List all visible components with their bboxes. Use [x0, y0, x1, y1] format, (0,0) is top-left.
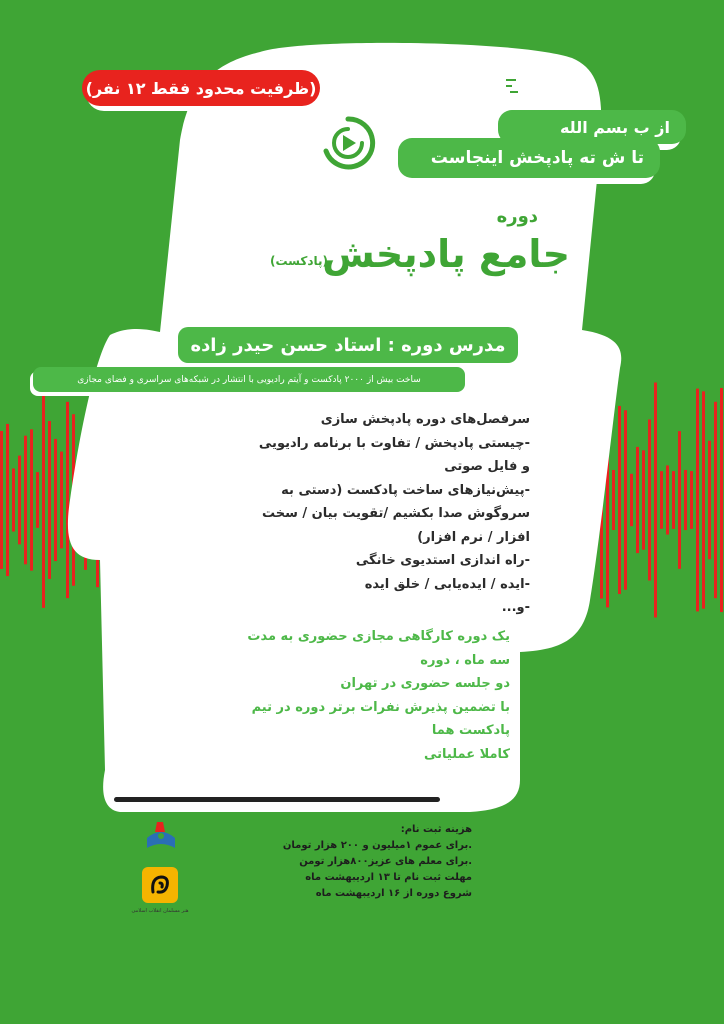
syllabus-item: -راه اندازی استدیوی خانگی: [355, 553, 530, 568]
course-title: جامع پادپخش: [322, 232, 570, 276]
syllabus-item: -ایده / ایده‌یابی / خلق ایده: [364, 576, 530, 592]
syllabus-item: -پیش‌نیازهای ساخت پادکست (دستی به: [281, 482, 530, 498]
fees-item: .برای معلم های عزیز۸۰۰هزار تومن: [299, 856, 472, 867]
logo-caption: هنر مسلمان انقلاب اسلامی: [131, 908, 189, 914]
feature-item: با تضمین پذیرش نفرات برتر دوره در تیم: [251, 699, 510, 715]
feature-item: دو جلسه حضوری در تهران: [340, 676, 510, 691]
registration-info: [240, 822, 472, 902]
syllabus-item: -و...: [501, 600, 530, 615]
fees-item: شروع دوره از ۱۶ اردیبهشت ماه: [315, 888, 472, 899]
experience-box: [33, 367, 465, 392]
course-label: دوره: [496, 206, 538, 227]
teacher-text: مدرس دوره : استاد حسن حیدر زاده: [190, 334, 506, 356]
capacity-badge: [82, 70, 320, 106]
org-logo-icon: [143, 818, 179, 852]
features-list: [200, 625, 510, 766]
syllabus-list: [240, 408, 530, 620]
capacity-badge-text: (ظرفیت محدود فقط ۱۲ نفر): [85, 78, 317, 98]
divider: [114, 797, 440, 802]
feature-item: کاملا عملیاتی: [423, 746, 510, 762]
syllabus-item: -چیستی پادپخش / تفاوت با برنامه رادیویی: [258, 435, 530, 451]
podcast-logo-icon: [318, 113, 378, 173]
syllabus-heading: سرفصل‌های دوره پادپخش سازی: [320, 412, 530, 427]
syllabus-item: و فایل صوتی: [444, 459, 530, 474]
fees-item: مهلت ثبت نام تا ۱۳ اردیبهشت ماه: [305, 872, 472, 883]
feature-item: یک دوره کارگاهی مجازی حضوری به مدت: [247, 629, 510, 644]
experience-text: ساخت بیش از ۲۰۰۰ پادکست و آیتم رادیویی با انتشار در شبکه‌های سراسری و فضای مجازی: [77, 374, 421, 385]
feature-item: سه ماه ، دوره: [420, 652, 510, 668]
syllabus-item: افزار / نرم افزار): [417, 529, 530, 545]
header-line1: از ب بسم الله: [559, 117, 670, 137]
course-subtitle: (پادکست): [269, 254, 328, 268]
syllabus-item: سروگوش صدا بکشیم /تقویت بیان / سخت: [261, 506, 530, 521]
teacher-box: [178, 327, 518, 363]
header-box-bottom: [398, 138, 660, 178]
fees-heading: هزینه ثبت نام:: [400, 824, 472, 835]
header-line2: تا ش ته پادپخش اینجاست: [430, 148, 644, 168]
feature-item: پادکست هما: [431, 723, 510, 738]
fees-item: .برای عموم ۱میلیون و ۲۰۰ هزار تومان: [282, 840, 472, 851]
homa-logo-icon: [141, 866, 179, 904]
